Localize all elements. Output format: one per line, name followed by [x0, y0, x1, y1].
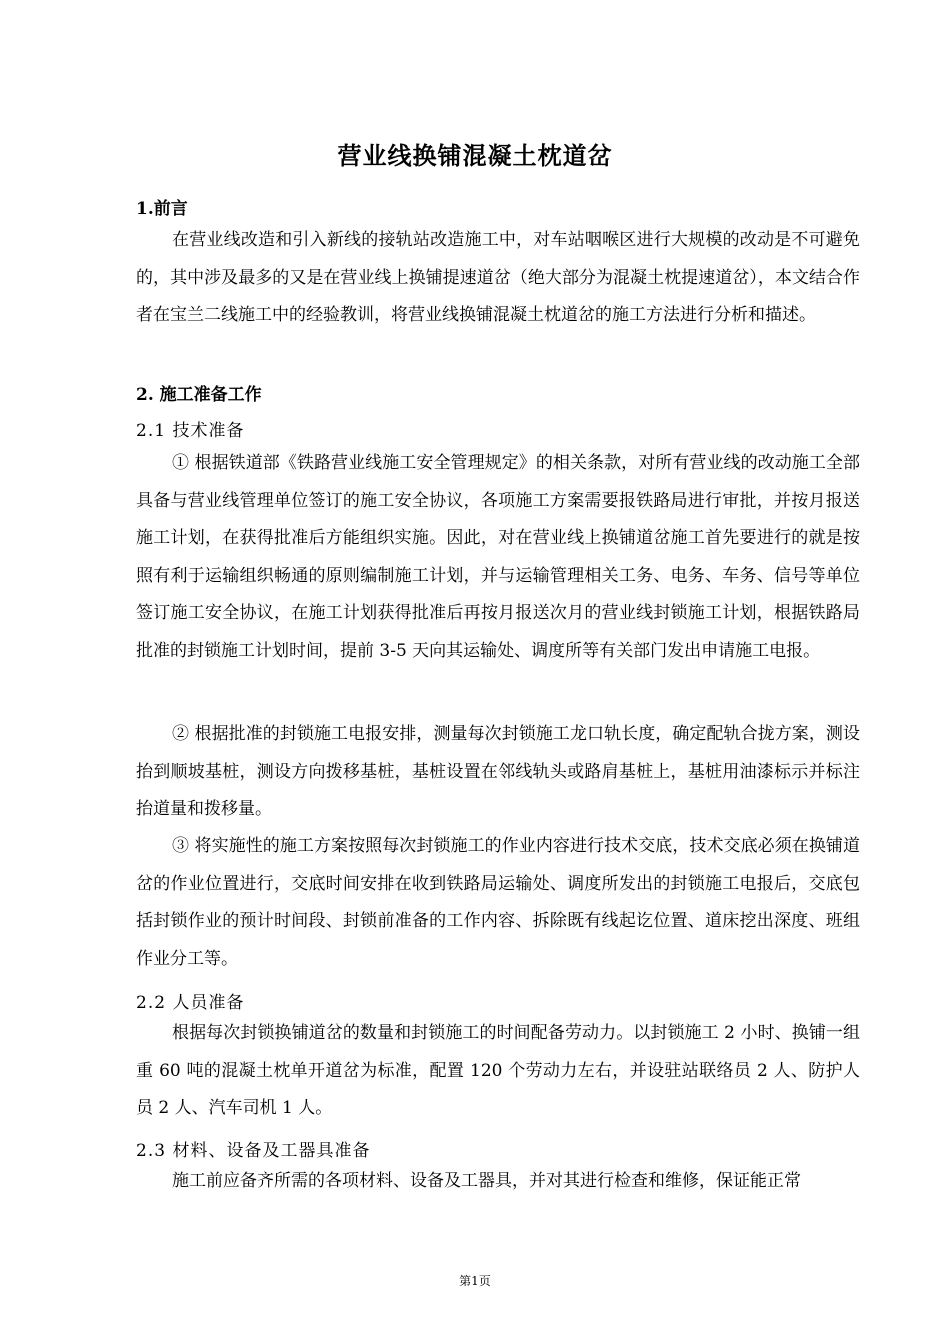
section-2-1-heading: 2.1 技术准备 — [136, 421, 245, 441]
section-2-1-paragraph-2: ② 根据批准的封锁施工电报安排，测量每次封锁施工龙口轨长度，确定配轨合拢方案，测设抬到顺坡基桩，测设方向拨移基桩，基桩设置在邻线轨头或路肩基桩上，基桩用油漆标示并标注抬道量和拨移量。 — [136, 724, 860, 820]
section-2-2-paragraph: 根据每次封锁换铺道岔的数量和封锁施工的时间配备劳动力。以封锁施工 2 小时、换铺一组重 60 吨的混凝土枕单开道岔为标准，配置 120 个劳动力左右，并设驻站联络员 2 人、防护人员 2 人、汽车司机 1 人。 — [136, 1023, 860, 1119]
document-title: 营业线换铺混凝土枕道岔 — [337, 141, 613, 170]
section-2-1-paragraph-3: ③ 将实施性的施工方案按照每次封锁施工的作业内容进行技术交底，技术交底必须在换铺道岔的作业位置进行，交底时间安排在收到铁路局运输处、调度所发出的封锁施工电报后，交底包括封锁作业的预计时间段、封锁前准备的工作内容、拆除既有线起讫位置、道床挖出深度、班组作业分工等。 — [136, 836, 860, 969]
section-2-1-paragraph-1: ① 根据铁道部《铁路营业线施工安全管理规定》的相关条款，对所有营业线的改动施工全部具备与营业线管理单位签订的施工安全协议，各项施工方案需要报铁路局进行审批，并按月报送施工计划，在获得批准后方能组织实施。因此，对在营业线上换铺道岔施工首先要进行的就是按照有利于运输组织畅通的原则编制施工计划，并与运输管理相关工务、电务、车务、信号等单位签订施工安全协议，在施工计划获得批准后再按月报送次月的营业线封锁施工计划，根据铁路局批准的封锁施工计划时间，提前 3-5 天向其运输处、调度所等有关部门发出申请施工电报。 — [136, 453, 860, 661]
section-2-2-heading: 2.2 人员准备 — [136, 993, 245, 1013]
section-2-heading: 2. 施工准备工作 — [136, 385, 262, 405]
section-1-paragraph: 在营业线改造和引入新线的接轨站改造施工中，对车站咽喉区进行大规模的改动是不可避免的，其中涉及最多的又是在营业线上换铺提速道岔（绝大部分为混凝土枕提速道岔），本文结合作者在宝兰二线施工中的经验教训，将营业线换铺混凝土枕道岔的施工方法进行分析和描述。 — [136, 230, 860, 326]
section-2-3-paragraph: 施工前应备齐所需的各项材料、设备及工器具，并对其进行检查和维修，保证能正常 — [172, 1171, 801, 1191]
section-1-heading: 1.前言 — [136, 199, 188, 219]
page-number: 第1页 — [459, 1274, 491, 1288]
section-2-3-heading: 2.3 材料、设备及工器具准备 — [136, 1141, 371, 1161]
